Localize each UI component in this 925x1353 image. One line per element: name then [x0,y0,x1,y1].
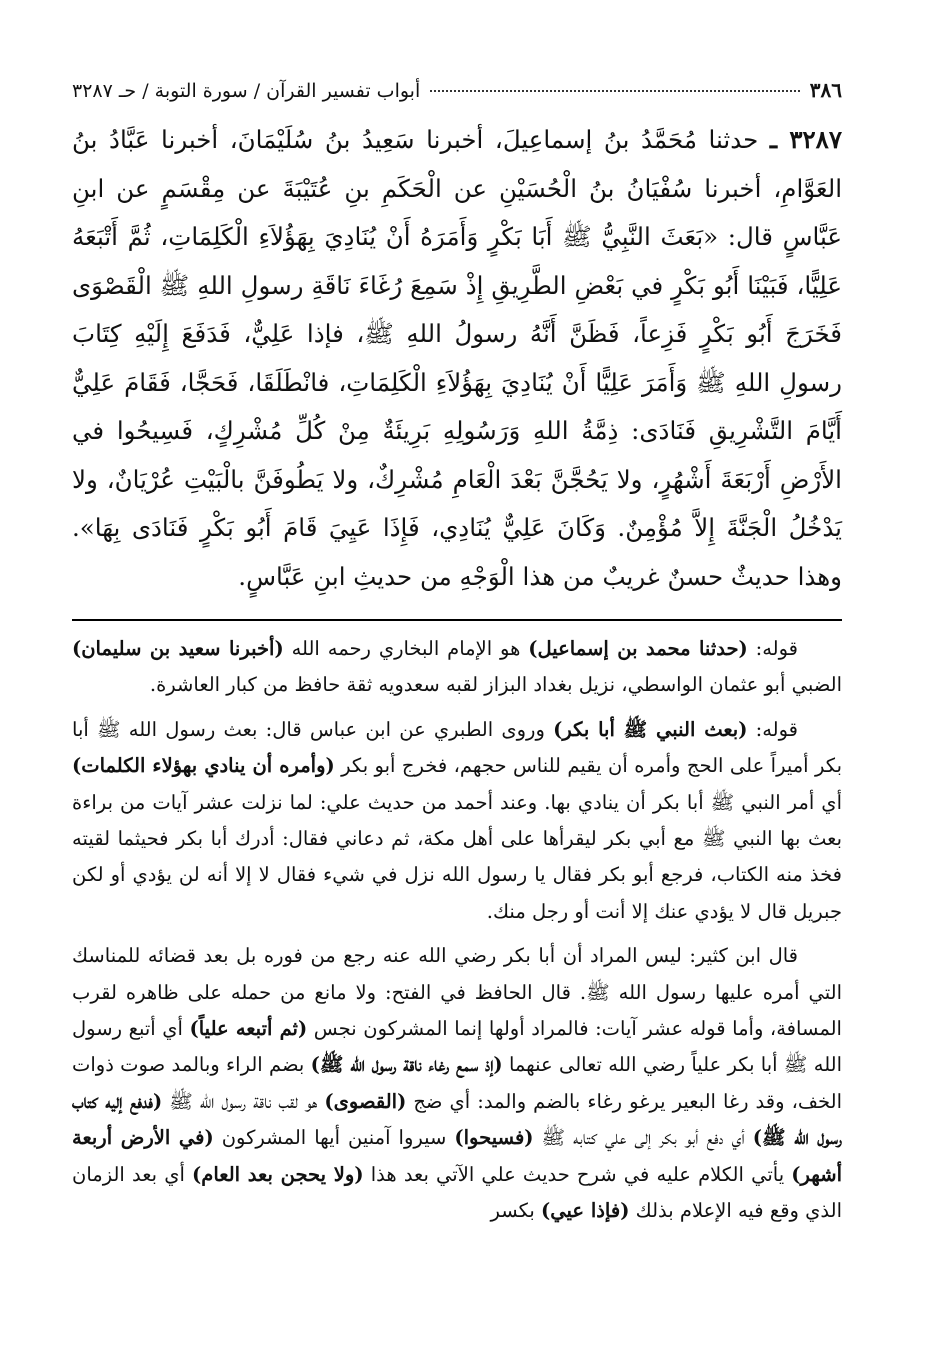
commentary-text: قوله: [747,637,799,660]
page [72,78,842,1238]
hadith-body: حدثنا مُحَمَّدُ بنُ إسماعِيلَ، أخبرنا سَعِيدُ بنُ سُلَيْمَانَ، أخبرنا عَبَّادُ بنُ العَوَّامِ، أخبرنا سُفْيَانُ بنُ الْحُسَيْنِ عن الْحَكَمِ بنِ عُتَيْبَةَ عن مِقْسَمٍ عن ابنِ عَبَّاسٍ قال: «بَعَثَ النَّبِيُّ ﷺ أَبَا بَكْرٍ وَأَمَرَهُ أَنْ يُنَادِيَ بِهَؤُلاَءِ الْكَلِمَاتِ، ثُمَّ أَتْبَعَهُ عَلِيًّا، فَبَيْنَا أَبُو بَكْرٍ في بَعْضِ الطَّرِيقِ إِذْ سَمِعَ رُغَاءَ نَاقَةِ رسولِ اللهِ ﷺ الْقَصْوَى فَخَرَجَ أَبُو بَكْرٍ فَزِعاً، فَظَنَّ أَنَّهُ رسولُ اللهِ ﷺ، فإذا عَلِيٌّ، فَدَفَعَ إِلَيْهِ كِتَابَ رسولِ اللهِ ﷺ وَأَمَرَ عَلِيًّا أَنْ يُنَادِيَ بِهَؤُلاَءِ الْكَلِمَاتِ، فانْطَلَقَا، فَحَجَّا، فَقَامَ عَلِيٌّ أَيَّامَ التَّشْرِيقِ فَنَادَى: ذِمَّةُ اللهِ وَرَسُولِهِ بَرِيئَةٌ مِنْ كُلِّ مُشْرِكٍ، فَسِيحُوا في الأَرْضِ أَرْبَعَةَ أَشْهُرٍ، ولا يَحُجَّنَّ بَعْدَ الْعَامِ مُشْرِكٌ، ولا يَطُوفَنَّ بالْبَيْتِ عُرْيَانٌ، ولا يَدْخُلُ الْجَنَّةَ إِلاَّ مُؤْمِنٌ. وَكَانَ عَلِيٌّ يُنَادِي، فَإِذَا عَيِيَ قَامَ أَبُو بَكْرٍ فَنَادَى بِهَا». وهذا حديثٌ حسنٌ غريبٌ من هذا الْوَجْهِ من حديثِ ابنِ عَبَّاسٍ. [72,125,842,591]
page-header [72,78,842,108]
commentary-text: سيروا آمنين أيها المشركون [213,1126,455,1150]
quoted-phrase: (فإذا عيي) [541,1199,630,1223]
commentary-text: الضبي أبو عثمان الواسطي، نزيل بغداد البزاز لقبه سعدويه ثقة حافظ من كبار العاشرة. [149,673,842,697]
commentary-text: أي دفع أبو بكر إلى علي كتابه ﷺ [533,1126,753,1150]
quoted-phrase: (ولا يحجن بعد العام) [192,1162,364,1186]
commentary-text: أي أمر النبي ﷺ أبا بكر أن ينادي بها. وعند أحمد من حديث علي: لما نزلت عشر آيات من براءة بعث بها النبي ﷺ مع أبي بكر ليقرأها على أهل مكة، ثم دعاني فقال: أدرك أبا بكر فحيثما لقيته فخذ منه الكتاب، فرجع أبو بكر فقال يا رسول الله نزل في شيء فقال لا إلا أنه لن يؤدي أو لكن جبريل قال لا يؤدي عنك إلا أنت أو رجل منك. [72,790,842,923]
header-dotted-leader [430,90,800,92]
commentary-paragraph [72,712,842,930]
quoted-phrase: (وأمره أن ينادي بهؤلاء الكلمات) [72,754,335,778]
commentary-paragraph [72,631,842,704]
commentary-text: أي أتبع رسول الله ﷺ أبا بكر علياً رضي الله تعالى عنهما [72,1017,843,1077]
running-title: أبواب تفسير القرآن / سورة التوبة / حـ ٣٢٨٧ [72,80,421,102]
quoted-phrase: (ثم أتبعه علياً) [189,1017,308,1041]
commentary-text: أي بعد الزمان الذي وقع فيه الإعلام بذلك [72,1162,842,1223]
commentary-text: يأتي الكلام عليه في شرح حديث علي الآتي بعد هذا [363,1162,792,1186]
commentary-text: وروى الطبري عن ابن عباس قال: بعث رسول الله ﷺ أبا بكر أميراً على الحج وأمره أن يقيم للناس حجهم، فخرج أبو بكر [72,717,842,778]
quoted-phrase: (القصوى) [324,1089,407,1113]
quoted-phrase: (إذ سمع رغاء ناقة رسول الله ﷺ) [310,1053,503,1077]
footnote-separator [72,619,842,621]
page-number: ٣٨٦ [809,78,842,102]
commentary-text: هو الإمام البخاري رحمه الله [283,637,529,660]
quoted-phrase: (في الأرض أربعة أشهر) [72,1126,843,1186]
commentary-text: هو لقب ناقة رسول الله ﷺ [162,1089,325,1113]
quoted-phrase: (حدثنا محمد بن إسماعيل) [528,637,748,660]
commentary-text: قوله: [747,717,798,741]
commentary-text: قال ابن كثير: ليس المراد أن أبا بكر رضي الله عنه رجع من فوره بل بعد قضائه للمناسك التي أمره عليها رسول الله ﷺ. قال الحافظ في الفتح: ولا مانع من حمله على ظاهره لقرب المسافة، وأما قوله عشر آيات: فالمراد أولها إنما المشركون نجس [72,944,842,1041]
quoted-phrase: (فسيحوا) [454,1126,534,1150]
hadith-text [72,116,842,601]
commentary-text: بكسر [490,1199,542,1223]
commentary-section [72,631,842,1230]
quoted-phrase: (أخبرنا سعيد بن سليمان) [72,637,284,660]
commentary-text: بضم الراء وبالمد صوت ذوات الخف، وقد رغا البعير يرغو رغاء بالضم والمد: أي ضج [72,1053,842,1113]
quoted-phrase: (فدفع إليه كتاب رسول الله ﷺ) [72,1089,842,1150]
hadith-number: ٣٢٨٧ ـ [769,125,842,154]
commentary-paragraph [72,938,842,1229]
quoted-phrase: (بعث النبي ﷺ أبا بكر) [553,717,748,741]
